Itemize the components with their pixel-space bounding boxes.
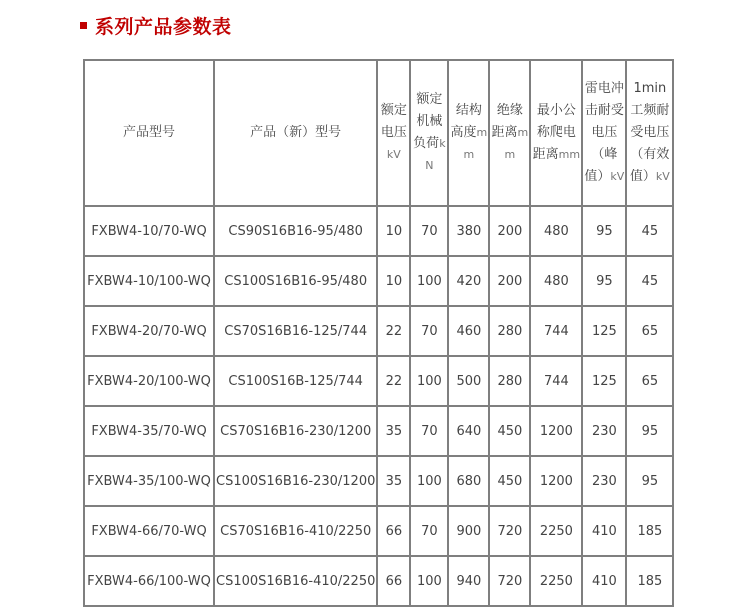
table-cell: 744 — [530, 356, 582, 406]
column-header-label: 产品型号 — [122, 125, 175, 140]
table-cell: CS70S16B16-230/1200 — [214, 406, 377, 456]
table-cell: 480 — [530, 256, 582, 306]
table-cell: 480 — [530, 206, 582, 256]
table-cell: 45 — [626, 256, 673, 306]
table-cell: 380 — [448, 206, 489, 256]
table-cell: 680 — [448, 456, 489, 506]
column-header-label: 结构高度 — [450, 103, 482, 140]
table-cell: 720 — [489, 556, 530, 606]
table-cell: 410 — [582, 556, 626, 606]
table-cell: 70 — [410, 506, 448, 556]
section-title: 系列产品参数表 — [95, 15, 232, 38]
table-row — [84, 206, 673, 256]
table-cell: 100 — [410, 456, 448, 506]
table-cell: 185 — [626, 506, 673, 556]
table-row — [84, 306, 673, 356]
table-row — [84, 506, 673, 556]
table-row — [84, 556, 673, 606]
table-cell: CS70S16B16-125/744 — [214, 306, 377, 356]
column-header-unit: kN — [425, 137, 446, 172]
table-cell: 95 — [626, 406, 673, 456]
table-cell: FXBW4-66/70-WQ — [84, 506, 214, 556]
table-cell: 230 — [582, 456, 626, 506]
table-cell: 640 — [448, 406, 489, 456]
table-cell: CS90S16B16-95/480 — [214, 206, 377, 256]
table-cell: 100 — [410, 256, 448, 306]
table-cell: CS100S16B-125/744 — [214, 356, 377, 406]
column-header — [410, 60, 448, 206]
column-header — [626, 60, 673, 206]
table-cell: 1200 — [530, 406, 582, 456]
column-header — [377, 60, 410, 206]
column-header-label: 1min工频耐受电压（有效值） — [629, 81, 670, 184]
table-cell: 95 — [626, 456, 673, 506]
table-cell: 720 — [489, 506, 530, 556]
column-header — [530, 60, 582, 206]
table-cell: 460 — [448, 306, 489, 356]
column-header-label: 额定电压 — [380, 103, 407, 140]
column-header-label: 最小公称爬电距离 — [532, 103, 576, 162]
table-cell: 280 — [489, 356, 530, 406]
table-cell: FXBW4-10/70-WQ — [84, 206, 214, 256]
table-cell: 95 — [582, 256, 626, 306]
column-header-unit: mm — [504, 126, 529, 161]
table-cell: 35 — [377, 406, 410, 456]
table-cell: 280 — [489, 306, 530, 356]
table-header-row — [84, 60, 673, 206]
table-cell: 70 — [410, 306, 448, 356]
table-cell: 100 — [410, 556, 448, 606]
table-cell: 185 — [626, 556, 673, 606]
column-header-label: 绝缘距离 — [491, 103, 523, 140]
table-cell: FXBW4-35/70-WQ — [84, 406, 214, 456]
column-header — [84, 60, 214, 206]
table-cell: 500 — [448, 356, 489, 406]
table-cell: FXBW4-66/100-WQ — [84, 556, 214, 606]
product-parameter-table — [83, 59, 674, 607]
table-cell: 10 — [377, 256, 410, 306]
square-bullet-icon — [80, 22, 87, 29]
column-header-unit: mm — [558, 148, 581, 161]
table-cell: 70 — [410, 406, 448, 456]
table-cell: 100 — [410, 356, 448, 406]
column-header — [582, 60, 626, 206]
table-row — [84, 456, 673, 506]
column-header-unit: mm — [463, 126, 488, 161]
table-cell: CS100S16B16-410/2250 — [214, 556, 377, 606]
table-cell: 1200 — [530, 456, 582, 506]
table-cell: CS100S16B16-230/1200 — [214, 456, 377, 506]
table-cell: FXBW4-20/100-WQ — [84, 356, 214, 406]
table-cell: 125 — [582, 356, 626, 406]
table-cell: 65 — [626, 356, 673, 406]
table-cell: 35 — [377, 456, 410, 506]
table-cell: 65 — [626, 306, 673, 356]
table-cell: 900 — [448, 506, 489, 556]
column-header — [489, 60, 530, 206]
table-cell: 95 — [582, 206, 626, 256]
column-header-label: 雷电冲击耐受电压（峰值） — [584, 81, 624, 184]
table-cell: 450 — [489, 456, 530, 506]
column-header-unit: kV — [655, 170, 670, 183]
table-cell: 420 — [448, 256, 489, 306]
table-row — [84, 256, 673, 306]
table-cell: CS70S16B16-410/2250 — [214, 506, 377, 556]
table-cell: FXBW4-10/100-WQ — [84, 256, 214, 306]
table-row — [84, 406, 673, 456]
column-header — [214, 60, 377, 206]
table-cell: 22 — [377, 306, 410, 356]
table-cell: FXBW4-20/70-WQ — [84, 306, 214, 356]
table-cell: 45 — [626, 206, 673, 256]
table-cell: 940 — [448, 556, 489, 606]
table-cell: 2250 — [530, 556, 582, 606]
table-cell: 66 — [377, 506, 410, 556]
table-cell: 410 — [582, 506, 626, 556]
table-cell: CS100S16B16-95/480 — [214, 256, 377, 306]
section-heading — [80, 11, 232, 39]
table-cell: 10 — [377, 206, 410, 256]
column-header — [448, 60, 489, 206]
table-cell: 230 — [582, 406, 626, 456]
table-row — [84, 356, 673, 406]
table-cell: FXBW4-35/100-WQ — [84, 456, 214, 506]
column-header-label: 产品（新）型号 — [250, 125, 342, 140]
table-cell: 200 — [489, 256, 530, 306]
table-cell: 70 — [410, 206, 448, 256]
column-header-label: 额定机械负荷 — [413, 92, 443, 151]
table-cell: 200 — [489, 206, 530, 256]
table-cell: 2250 — [530, 506, 582, 556]
table-cell: 450 — [489, 406, 530, 456]
table-cell: 125 — [582, 306, 626, 356]
table-cell: 22 — [377, 356, 410, 406]
table-cell: 66 — [377, 556, 410, 606]
column-header-unit: kV — [610, 170, 625, 183]
table-cell: 744 — [530, 306, 582, 356]
column-header-unit: kV — [386, 148, 401, 161]
